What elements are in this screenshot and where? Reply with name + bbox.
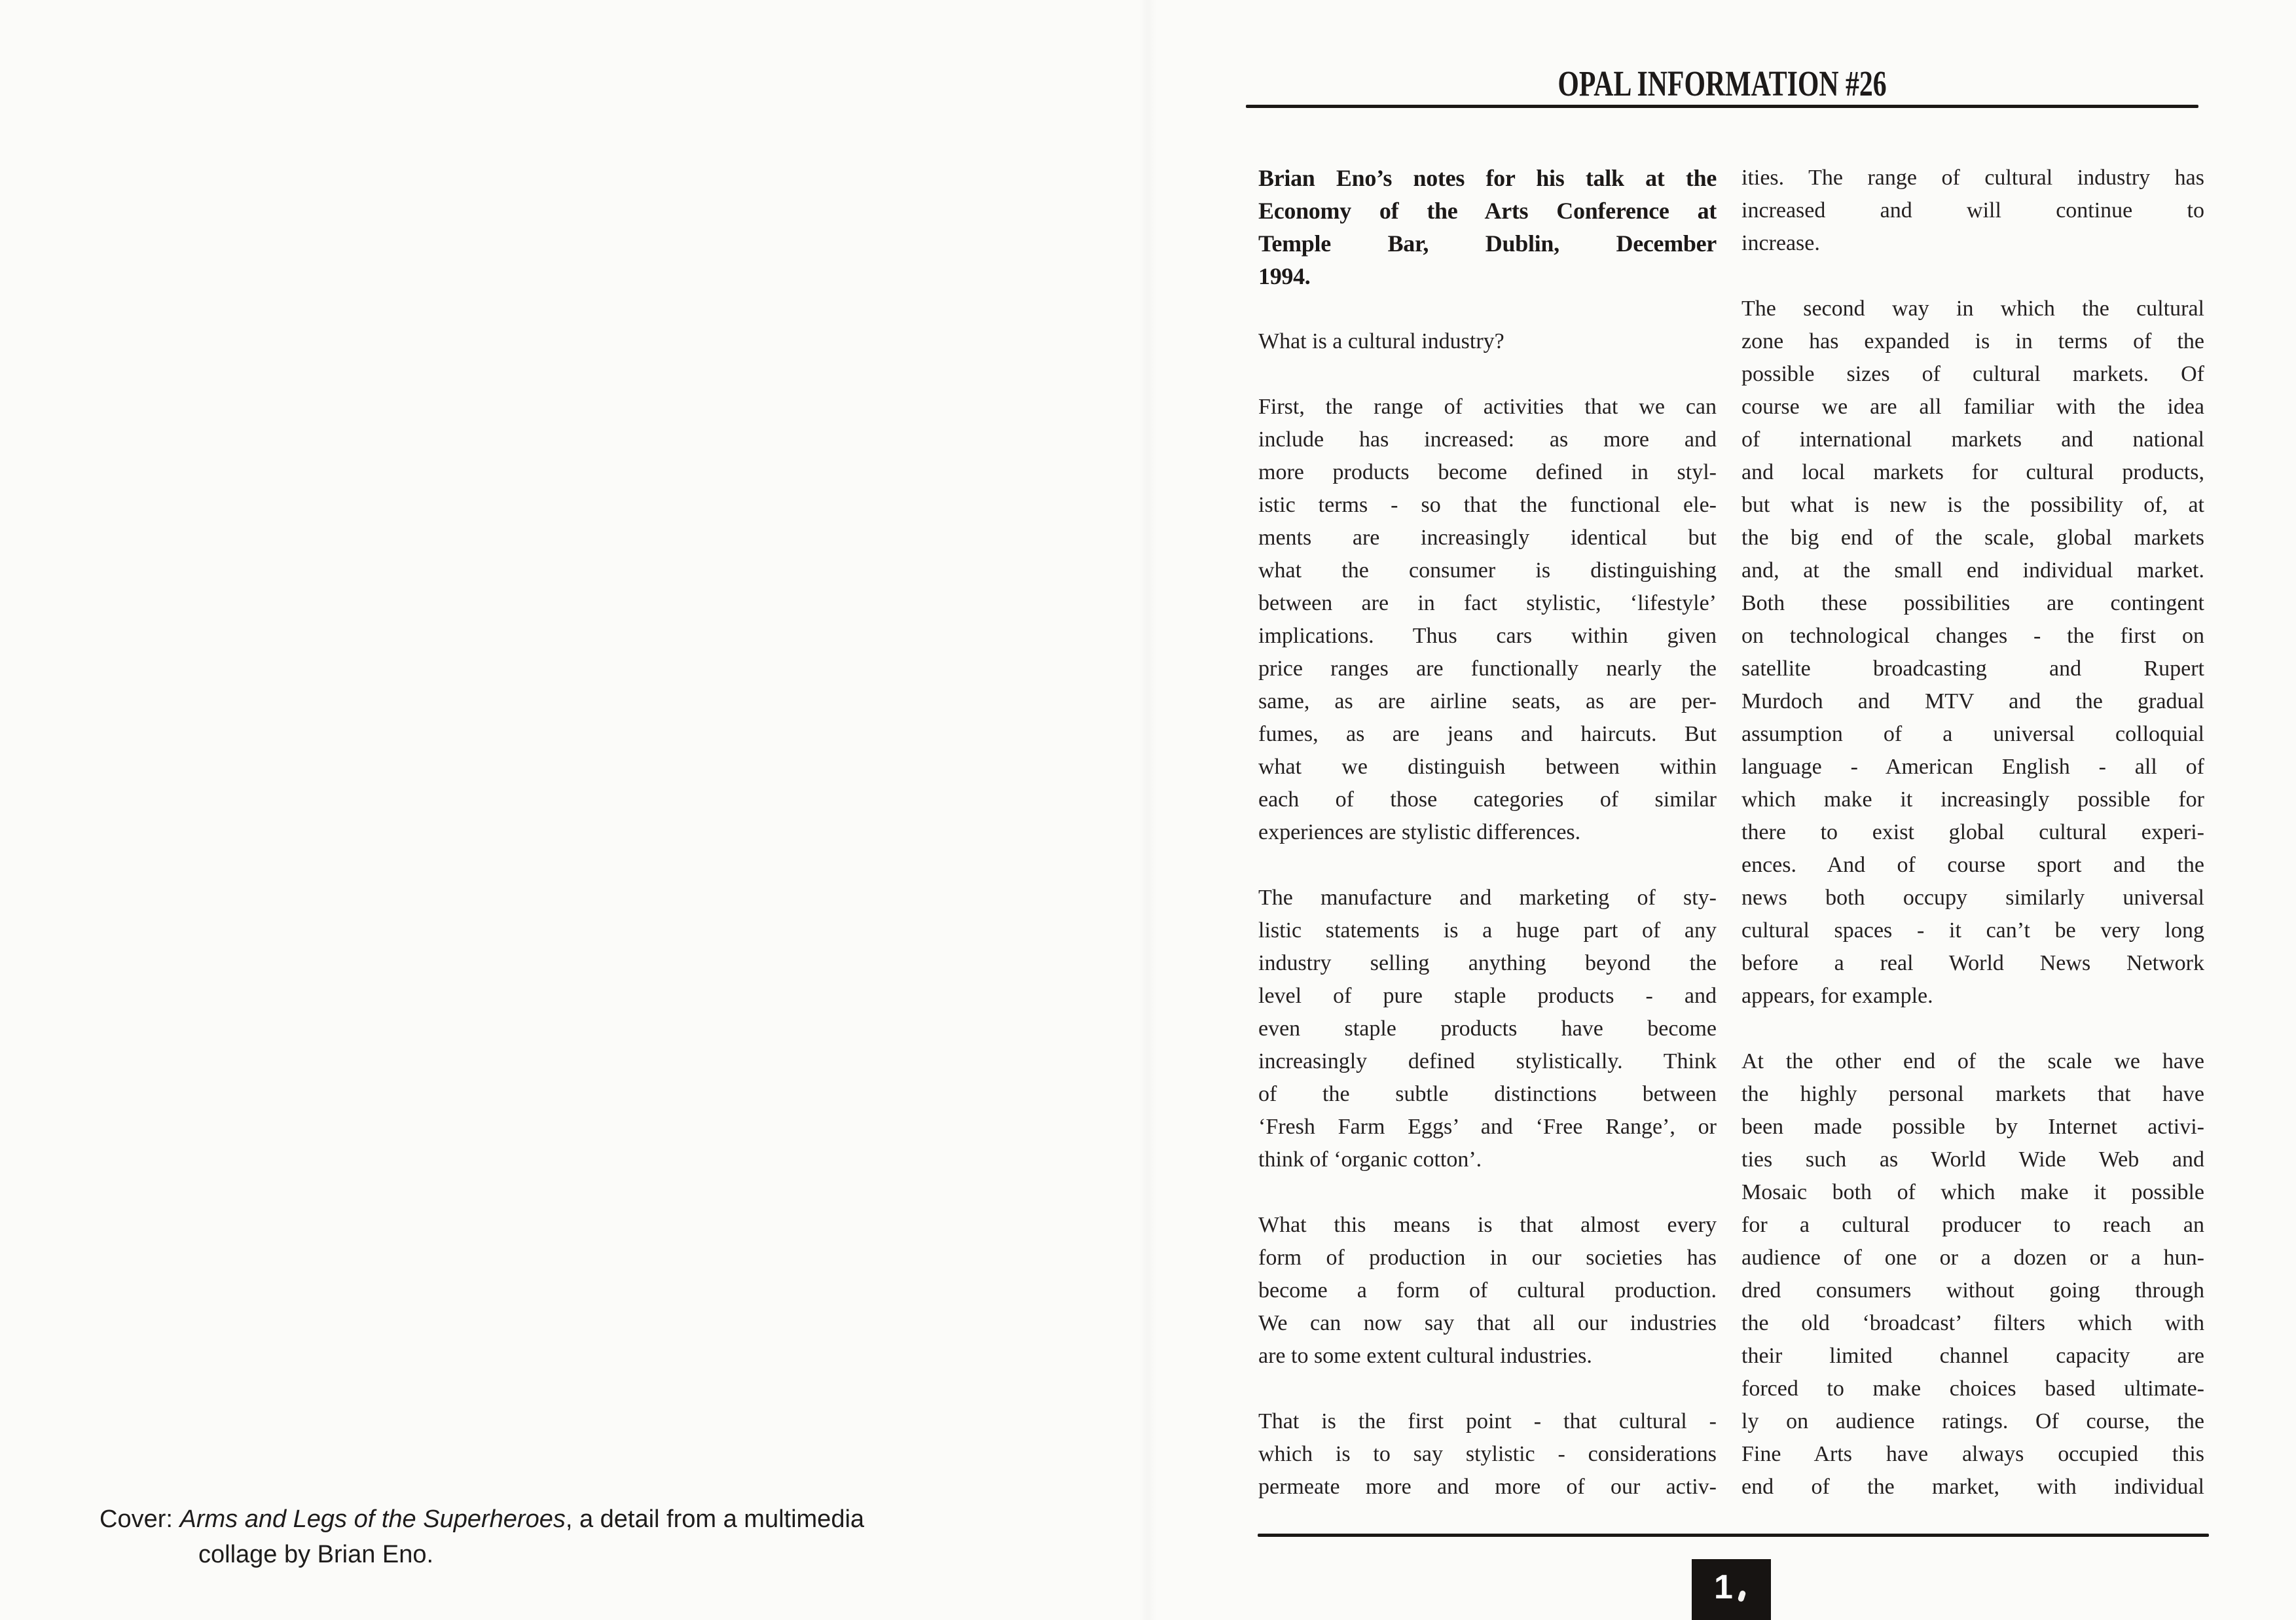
text-line: increased and will continue to <box>1741 198 2204 223</box>
text-line: istic terms - so that the functional ele- <box>1258 493 1717 517</box>
text-line: satellite broadcasting and Rupert <box>1741 657 2204 681</box>
text-line: Mosaic both of which make it possible <box>1741 1180 2204 1204</box>
text-line: more products become defined in styl- <box>1258 460 1717 484</box>
page-gutter-shadow <box>1139 0 1156 1620</box>
text-line: experiences are stylistic differences. <box>1258 820 1581 844</box>
text-line: appears, for example. <box>1741 984 1933 1008</box>
text-line: the highly personal markets that have <box>1741 1082 2204 1106</box>
text-line: there to exist global cultural experi- <box>1741 820 2204 844</box>
text-line: each of those categories of similar <box>1258 787 1717 812</box>
text-line: even staple products have become <box>1258 1017 1717 1041</box>
text-line: possible sizes of cultural markets. Of <box>1741 362 2204 386</box>
text-line: same, as are airline seats, as are per- <box>1258 689 1717 713</box>
text-line: level of pure staple products - and <box>1258 984 1717 1008</box>
paragraph <box>1741 293 2204 1013</box>
text-line: assumption of a universal colloquial <box>1741 722 2204 746</box>
text-line: what we distinguish between within <box>1258 755 1717 779</box>
text-line: ities. The range of cultural industry has <box>1741 166 2204 190</box>
text-line: been made possible by Internet activi- <box>1741 1115 2204 1139</box>
text-line: price ranges are functionally nearly the <box>1258 657 1717 681</box>
text-line: The manufacture and marketing of sty- <box>1258 886 1717 910</box>
text-line: their limited channel capacity are <box>1741 1344 2204 1368</box>
text-line: which make it increasingly possible for <box>1741 787 2204 812</box>
text-line: before a real World News Network <box>1741 951 2204 975</box>
text-line: are to some extent cultural industries. <box>1258 1344 1592 1368</box>
text-line: forced to make choices based ultimate- <box>1741 1377 2204 1401</box>
text-line: The second way in which the cultural <box>1741 297 2204 321</box>
text-line: Both these possibilities are contingent <box>1741 591 2204 615</box>
paragraph <box>1258 1209 1717 1373</box>
text-line: for a cultural producer to reach an <box>1741 1213 2204 1237</box>
text-line: the old ‘broadcast’ filters which with <box>1741 1311 2204 1335</box>
paragraph <box>1741 1045 2204 1503</box>
text-line: of the subtle distinctions between <box>1258 1082 1717 1106</box>
text-line: think of ‘organic cotton’. <box>1258 1147 1482 1172</box>
text-line: fumes, as are jeans and haircuts. But <box>1258 722 1717 746</box>
text-line: course we are all familiar with the idea <box>1741 395 2204 419</box>
text-line: but what is new is the possibility of, at <box>1741 493 2204 517</box>
text-line: implications. Thus cars within given <box>1258 624 1717 648</box>
text-line: what the consumer is distinguishing <box>1258 558 1717 583</box>
text-line: Fine Arts have always occupied this <box>1741 1442 2204 1466</box>
text-line: on technological changes - the first on <box>1741 624 2204 648</box>
text-line: What is a cultural industry? <box>1258 329 1504 353</box>
text-line: Brian Eno’s notes for his talk at the <box>1258 165 1717 191</box>
text-line: We can now say that all our industries <box>1258 1311 1717 1335</box>
paragraph <box>1258 391 1717 849</box>
caption-suffix: , a detail from a multimedia <box>565 1505 865 1533</box>
masthead-title <box>1246 63 2198 103</box>
text-line: Temple Bar, Dublin, December <box>1258 230 1717 257</box>
text-line: industry selling anything beyond the <box>1258 951 1717 975</box>
text-line: 1994. <box>1258 263 1311 289</box>
text-line: increasingly defined stylistically. Think <box>1258 1049 1717 1073</box>
masthead-rule <box>1246 105 2198 108</box>
text-line: First, the range of activities that we can <box>1258 395 1717 419</box>
text-line: increase. <box>1741 231 1820 255</box>
text-line: which is to say stylistic - considerations <box>1258 1442 1717 1466</box>
text-line: zone has expanded is in terms of the <box>1741 329 2204 353</box>
masthead-title-text: OPAL INFORMATION #26 <box>1558 63 1887 103</box>
cover-caption <box>100 1502 990 1572</box>
caption-prefix: Cover: <box>100 1505 180 1533</box>
text-line: listic statements is a huge part of any <box>1258 918 1717 943</box>
text-line: become a form of cultural production. <box>1258 1278 1717 1303</box>
page-number-box <box>1692 1559 1771 1620</box>
article-heading <box>1258 162 1717 293</box>
text-line: the big end of the scale, global markets <box>1741 526 2204 550</box>
text-line: That is the first point - that cultural - <box>1258 1409 1717 1433</box>
text-line: of international markets and national <box>1741 427 2204 452</box>
text-line: permeate more and more of our activ- <box>1258 1475 1717 1499</box>
text-line: and, at the small end individual market. <box>1741 558 2204 583</box>
text-line: include has increased: as more and <box>1258 427 1717 452</box>
text-line: and local markets for cultural products, <box>1741 460 2204 484</box>
text-line: ences. And of course sport and the <box>1741 853 2204 877</box>
text-line: cultural spaces - it can’t be very long <box>1741 918 2204 943</box>
text-line: At the other end of the scale we have <box>1741 1049 2204 1073</box>
paragraph <box>1258 325 1717 358</box>
text-line: end of the market, with individual <box>1741 1475 2204 1499</box>
text-line: Economy of the Arts Conference at <box>1258 198 1717 224</box>
footer-rule <box>1258 1534 2209 1537</box>
paragraph <box>1741 162 2204 260</box>
text-line: audience of one or a dozen or a hun- <box>1741 1246 2204 1270</box>
page-number: 1 <box>1714 1568 1733 1606</box>
text-line: ly on audience ratings. Of course, the <box>1741 1409 2204 1433</box>
text-line: ties such as World Wide Web and <box>1741 1147 2204 1172</box>
paragraph <box>1258 1405 1717 1503</box>
text-line: ‘Fresh Farm Eggs’ and ‘Free Range’, or <box>1258 1115 1717 1139</box>
text-line: ments are increasingly identical but <box>1258 526 1717 550</box>
text-line: dred consumers without going through <box>1741 1278 2204 1303</box>
caption-line2: collage by Brian Eno. <box>198 1541 434 1568</box>
article-column-left <box>1258 162 1717 1536</box>
text-line: Murdoch and MTV and the gradual <box>1741 689 2204 713</box>
caption-work-title: Arms and Legs of the Superheroes <box>179 1505 566 1533</box>
scan-speck <box>1738 1590 1747 1602</box>
text-line: What this means is that almost every <box>1258 1213 1717 1237</box>
text-line: news both occupy similarly universal <box>1741 886 2204 910</box>
text-line: between are in fact stylistic, ‘lifestyle’ <box>1258 591 1717 615</box>
text-line: language - American English - all of <box>1741 755 2204 779</box>
article-column-right <box>1741 162 2204 1536</box>
paragraph <box>1258 882 1717 1176</box>
text-line: form of production in our societies has <box>1258 1246 1717 1270</box>
